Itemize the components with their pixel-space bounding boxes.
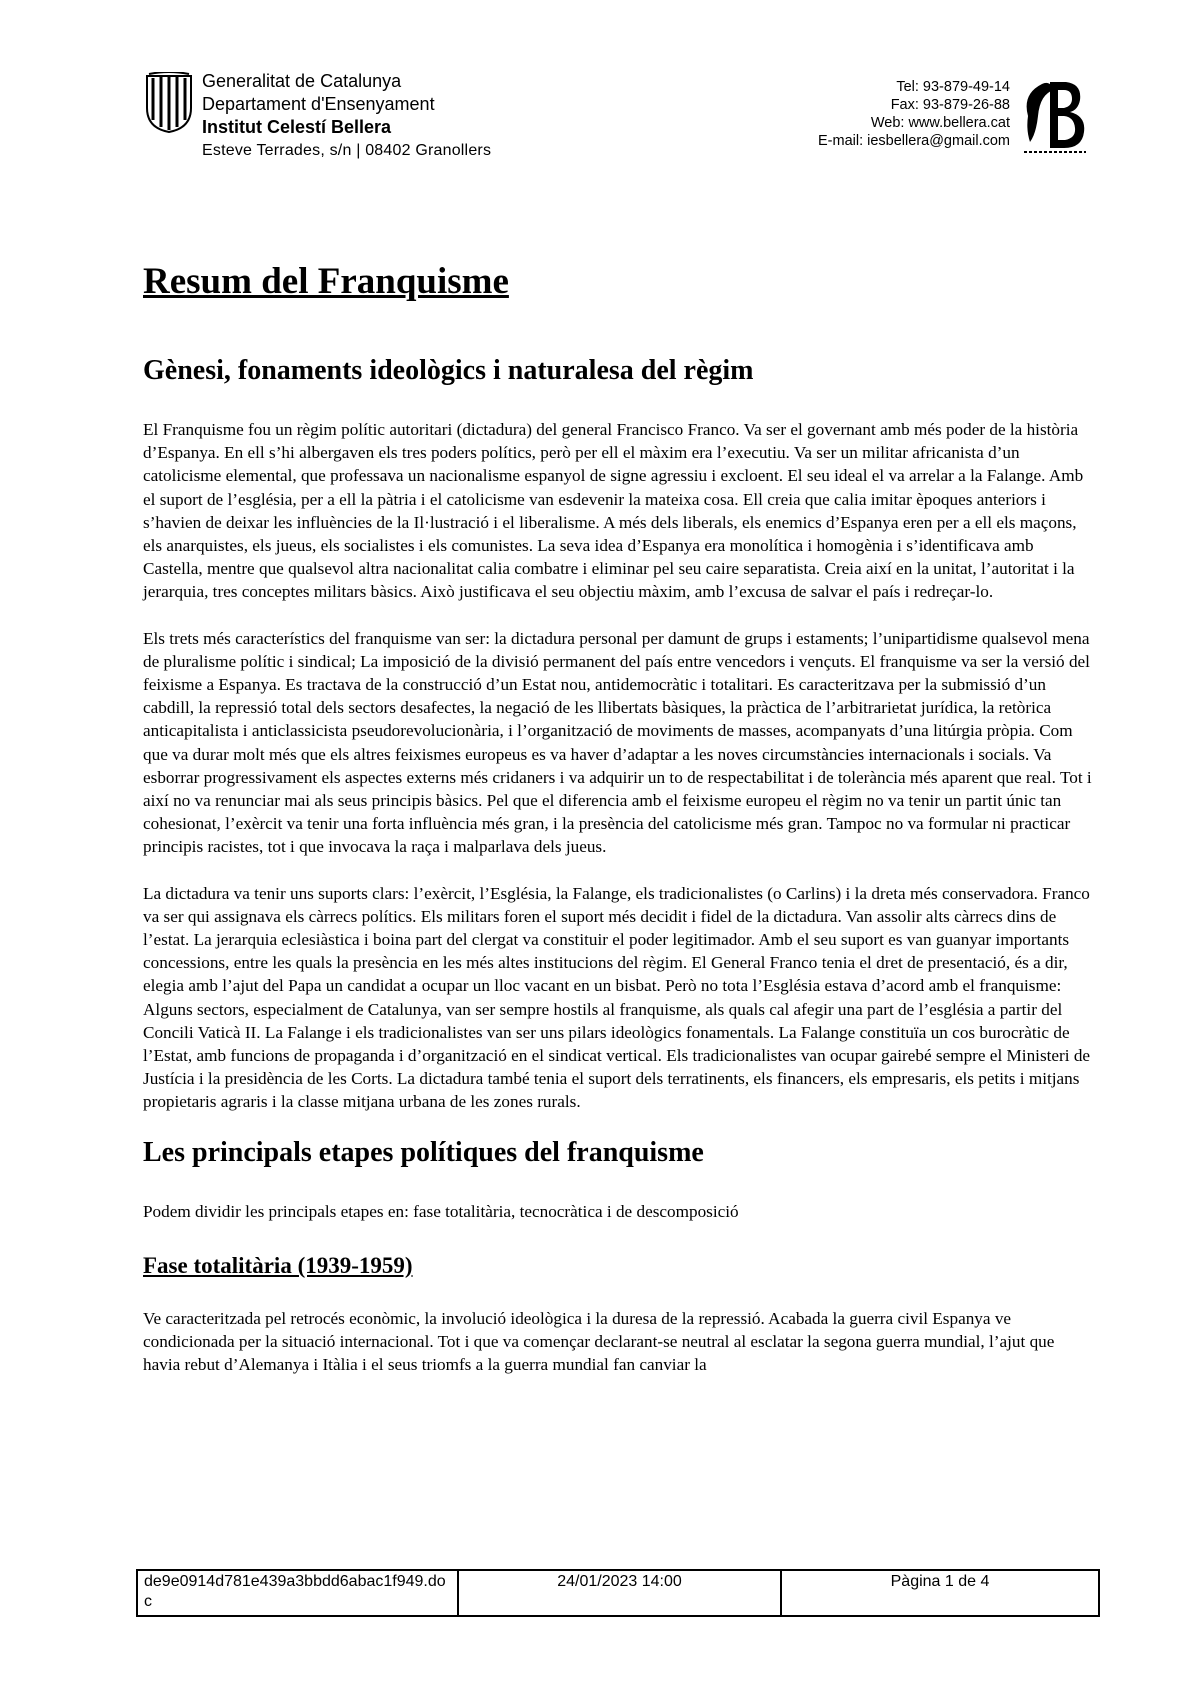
- subsection-heading-fase-totalitaria: Fase totalitària (1939-1959): [143, 1252, 413, 1278]
- paragraph: El Franquisme fou un règim polític autoritari (dictadura) del general Francisco Franco. Va ser el governant amb més poder de la història d’Espanya. En ell s’hi albergaven els tres poders polítics, però per ell el màxim era l’executiu. Va ser un militar africanista d’un catolicisme elemental, que professava un nacionalisme espanyol de signe agressiu i excloent. El seu ideal el va arrelar a la Falange. Amb el suport de l’església, per a ell la pàtria i el catolicisme van esdevenir la mateixa cosa. Ell creia que calia imitar èpoques anteriors i s’havien de deixar les influències de la Il·lustració i el liberalisme. A més dels liberals, els enemics d’Espanya eren per a ell els maçons, els anarquistes, els jueus, els socialistes i els comunistes. La seva idea d’Espanya era monolítica i homogènia i s’identificava amb Castella, mentre que qualsevol altra nacionalitat calia combatre i eliminar pel seu caire separatista. Creia així en la unitat, l’autoritat i la jerarquia, tres conceptes militars bàsics. Això justificava el seu objectiu màxim, amb l’excusa de salvar el país i redreçar-lo.: [143, 420, 1084, 602]
- document-title: Resum del Franquisme: [143, 261, 509, 302]
- footer-page-number: Pàgina 1 de 4: [890, 1573, 990, 1590]
- footer-datetime: 24/01/2023 14:00: [459, 1571, 782, 1615]
- document-body: [143, 258, 1093, 1377]
- paragraph: Podem dividir les principals etapes en: fase totalitària, tecnocràtica i de descomposició: [143, 1201, 739, 1221]
- institute-logo-icon: [1020, 76, 1090, 156]
- footer-filename: de9e0914d781e439a3bbdd6abac1f949.doc: [138, 1571, 459, 1615]
- contact-fax: Fax: 93-879-26-88: [890, 97, 1010, 113]
- org-line-1: Generalitat de Catalunya: [202, 71, 402, 91]
- generalitat-crest-icon: [143, 72, 195, 134]
- paragraph: La dictadura va tenir uns suports clars: l’exèrcit, l’Església, la Falange, els tradicionalistes (o Carlins) i la dreta més conservadora. Franco va ser qui assignava els càrrecs polítics. Els militars foren el suport més decidit i fidel de la dictadura. Van assolir alts càrrecs dins de l’estat. La jerarquia eclesiàstica i boina part del clergat va constituir el poder legitimador. Amb el seu suport es van guanyar importants concessions, entre les quals la presència en les més altes institucions del règim. El General Franco tenia el dret de presentació, és a dir, elegia amb l’ajut del Papa un candidat a ocupar un lloc vacant en un bisbat. Però no tota l’Església estava d’acord amb el franquisme: Alguns sectors, especialment de Catalunya, van ser sempre hostils al franquisme, als quals cal afegir una part de l’església a partir del Concili Vaticà II. La Falange i els tradicionalistes van ser uns pilars ideològics fonamentals. La Falange constituïa un cos burocràtic de l’Estat, amb funcions de propaganda i d’organització en el sindicat vertical. Els tradicionalistes van ocupar gairebé sempre el Ministeri de Justícia i la presidència de les Corts. La dictadura també tenia el suport dels terratinents, els financers, els empresaris, els petits i mitjans propietaris agraris i la classe mitjana urbana de les zones rurals.: [143, 883, 1091, 1112]
- page-footer: [136, 1569, 1100, 1617]
- institution-header: [202, 70, 491, 162]
- contact-web: Web: www.bellera.cat: [870, 115, 1010, 131]
- contact-email: E-mail: iesbellera@gmail.com: [818, 133, 1010, 149]
- org-line-2: Departament d'Ensenyament: [202, 94, 435, 114]
- paragraph: Els trets més característics del franquisme van ser: la dictadura personal per damunt de grups i estaments; l’unipartidisme qualsevol mena de pluralisme polític i sindical; La imposició de la divisió permanent del país entre vencedors i vençuts. El franquisme va ser la versió del feixisme a Espanya. Es tractava de la construcció d’un Estat nou, antidemocràtic i totalitari. Es caracteritzava per la submissió d’un cabdill, la repressió total dels sectors desafectes, la negació de les llibertats bàsiques, la pràctica de l’arbitrarietat jurídica, la retòrica anticapitalista i anticlassicista pseudorevolucionària, i l’organització de moviments de masses, acompanyats d’una litúrgia pròpia. Com que va durar molt més que els altres feixismes europeus es va haver d’adaptar a les noves circumstàncies internacionals i socials. Va esborrar progressivament els aspectes externs més cridaners i va adquirir un to de respectabilitat i de tolerància més aparent que real. Tot i així no va renunciar mai als seus principis bàsics. Pel que el diferencia amb el feixisme europeu el règim no va tenir un partit únic tan cohesionat, l’exèrcit va tenir una forta influència més gran, i la presència del catolicisme més gran. Tampoc no va formular ni practicar principis racistes, tot i que invocava la raça i malparlava dels jueus.: [143, 628, 1092, 857]
- institute-name: Institut Celestí Bellera: [202, 117, 392, 137]
- section-heading-etapes: Les principals etapes polítiques del franquisme: [143, 1136, 704, 1168]
- paragraph: Ve caracteritzada pel retrocés econòmic, la involució ideològica i la duresa de la repressió. Acabada la guerra civil Espanya ve condicionada per la situació internacional. Tot i que va començar declarant-se neutral al esclatar la segona guerra mundial, l’ajut que havia rebut d’Alemanya i Itàlia i el seus triomfs a la guerra mundial fan canviar la: [143, 1308, 1055, 1375]
- contact-tel: Tel: 93-879-49-14: [896, 79, 1010, 95]
- section-heading-genesi: Gènesi, fonaments ideològics i naturalesa del règim: [143, 355, 754, 386]
- institute-address: Esteve Terrades, s/n | 08402 Granollers: [202, 142, 492, 159]
- contact-info: [818, 78, 1010, 150]
